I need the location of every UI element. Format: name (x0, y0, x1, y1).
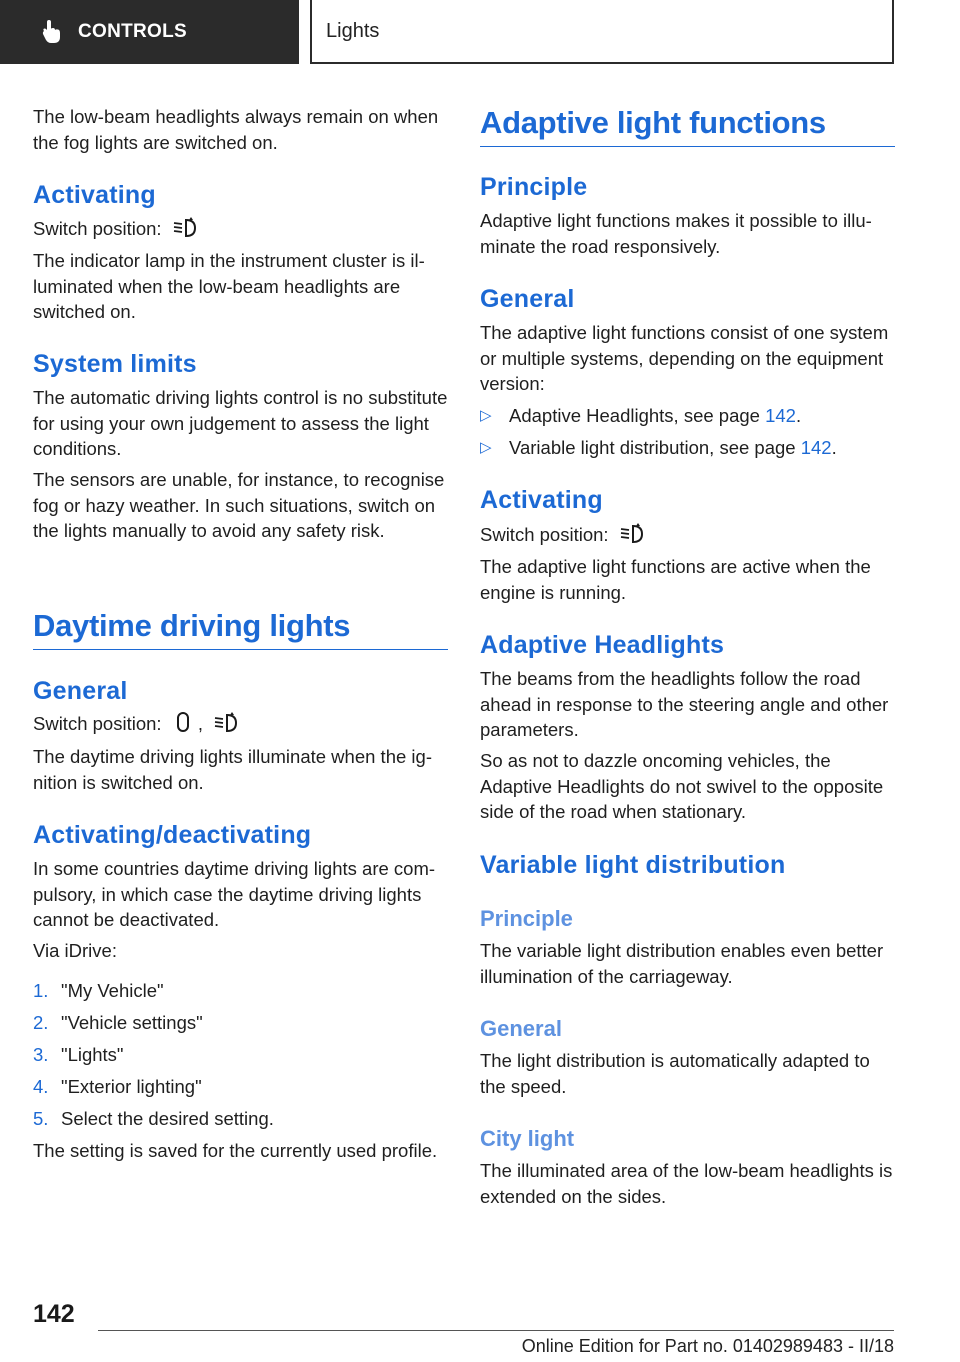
variable-general-text: The light distribution is automatically adapted to the speed. (480, 1050, 870, 1097)
activating-deactivating-heading: Activating/deactivating (33, 821, 312, 849)
daytime-general-text: The daytime driving lights illuminate when the ignition is switched on. (33, 746, 432, 793)
edition-text: Online Edition for Part no. 01402989483 - II/18 (521, 1336, 894, 1356)
daytime-switch-line (33, 711, 448, 737)
triangle-bullet-icon: ▷ (480, 439, 492, 456)
low-beam-headlight-icon (620, 522, 648, 544)
principle-text: Adaptive light functions makes it possible to illuminate the road responsively. (480, 210, 872, 257)
chapter-header (310, 0, 894, 64)
setting-saved-text: The setting is saved for the currently used profile. (33, 1140, 438, 1161)
daytime-general-heading: General (33, 677, 128, 705)
switch-position-label: Switch position: (33, 713, 162, 734)
switch-zero-position-icon (173, 711, 193, 733)
general-heading: General (480, 285, 575, 313)
pointing-hand-icon (40, 19, 64, 45)
variable-general-heading: General (480, 1016, 562, 1041)
variable-principle-heading: Principle (480, 906, 573, 931)
activating-text: The indicator lamp in the instrument cluster is illuminated when the low-beam headlights are switched on. (33, 250, 425, 322)
switch-position-label: Switch position: (33, 218, 162, 239)
system-limits-text-1: The automatic driving lights control is no substitute for using your own judgement to assess the light conditions. (33, 387, 448, 459)
page-number: 142 (33, 1300, 75, 1328)
system-limits-text-2: The sensors are unable, for instance, to recognise fog or hazy weather. In such situations, switch on the lights manually to avoid any safety risk. (33, 469, 445, 541)
adaptive-headlights-text-1: The beams from the headlights follow the road ahead in response to the steering angle and other parameters. (480, 668, 889, 740)
heading-rule (480, 146, 895, 147)
chapter-title: Lights (326, 19, 380, 42)
city-light-heading: City light (480, 1126, 575, 1151)
intro-text: The low-beam headlights always remain on when the fog lights are switched on. (33, 106, 439, 153)
section-title: CONTROLS (78, 21, 188, 42)
variable-principle-text: The variable light distribution enables even better illumination of the carriageway. (480, 940, 884, 987)
adaptive-heading: Adaptive light functions (480, 105, 826, 140)
adaptive-headlights-text-2: So as not to dazzle oncoming vehicles, the Adaptive Headlights do not swivel to the opposite side of the road when stationary. (480, 750, 884, 822)
separator: , (197, 713, 203, 734)
city-light-text: The illuminated area of the low-beam headlights is extended on the sides. (480, 1160, 893, 1207)
triangle-bullet-icon: ▷ (480, 407, 492, 424)
page-link[interactable]: 142 (800, 437, 832, 458)
via-idrive-text: Via iDrive: (33, 940, 117, 961)
page-link[interactable]: 142 (765, 405, 796, 426)
activating-heading: Activating (33, 181, 156, 209)
footer-rule (98, 1330, 894, 1331)
low-beam-headlight-icon (173, 216, 201, 238)
variable-light-heading: Variable light distribution (480, 851, 786, 879)
adaptive-headlights-heading: Adaptive Headlights (480, 631, 725, 659)
activating-deactivating-text: In some countries daytime driving lights are compulsory, in which case the daytime driving lights cannot be deactivated. (33, 858, 436, 930)
daytime-heading: Daytime driving lights (33, 608, 351, 643)
general-text: The adaptive light functions consist of one system or multiple systems, depending on the equipment version: (480, 322, 889, 394)
activating-heading: Activating (480, 486, 603, 514)
section-tab (0, 0, 299, 64)
switch-position-label: Switch position: (480, 524, 609, 545)
system-limits-heading: System limits (33, 350, 197, 378)
heading-rule (33, 649, 448, 650)
principle-heading: Principle (480, 173, 588, 201)
activating-text: The adaptive light functions are active when the engine is running. (480, 556, 871, 603)
activating-switch-line (33, 216, 448, 242)
activating-switch-line (480, 522, 895, 548)
low-beam-headlight-icon (214, 711, 242, 733)
